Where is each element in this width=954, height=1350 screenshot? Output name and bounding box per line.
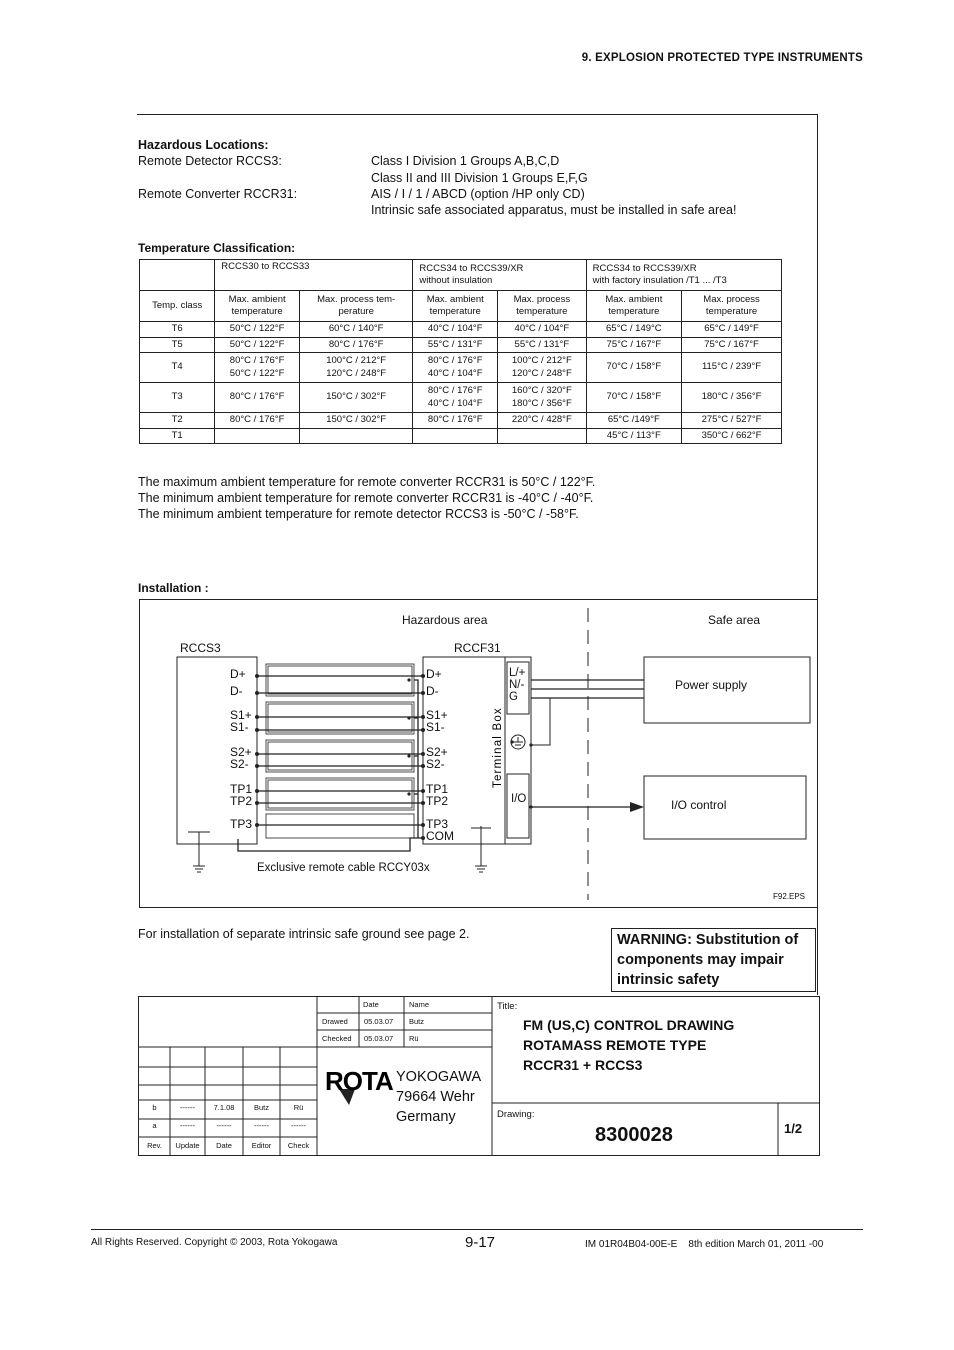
drawing-number: 8300028 (595, 1124, 673, 1146)
footer-doc-id: IM 01R04B04-00E-E 8th edition March 01, 2011 -00 (585, 1239, 824, 1250)
power-line (531, 698, 550, 745)
power-terminal-labels: L/+ N/- G (509, 667, 526, 703)
table-cell: 60°C / 140°F (299, 322, 412, 338)
cable-shield (266, 664, 414, 696)
io-control-label: I/O control (671, 798, 727, 812)
cable-shield (268, 666, 412, 694)
wire (238, 838, 423, 851)
revision-header: Date (216, 1141, 232, 1150)
rccf31-terminal: S2- (426, 757, 445, 771)
rccs3-terminal: S1- (230, 720, 249, 734)
rccs3-terminal: S2+ (230, 745, 252, 759)
rccs3-terminal: S1+ (230, 708, 252, 722)
table-cell: 150°C / 302°F (299, 413, 412, 429)
table-row (140, 322, 782, 338)
name-header: Name (409, 1000, 430, 1009)
revision-cell: b (152, 1103, 157, 1112)
temperature-title: Temperature Classification: (138, 241, 296, 255)
file-label: F92.EPS (773, 892, 806, 901)
terminal-node (421, 801, 425, 805)
rccr31-note: Intrinsic safe associated apparatus, must be installed in safe area! (371, 203, 737, 217)
table-cell: 220°C / 428°F (498, 413, 587, 429)
terminal-node (255, 728, 259, 732)
installation-title: Installation : (138, 581, 209, 595)
column-header: Max. process temperature (682, 291, 782, 322)
checked-name: Rü (409, 1034, 419, 1043)
rccs3-terminal: TP2 (230, 794, 253, 808)
cable-label: Exclusive remote cable RCCY03x (257, 862, 430, 874)
io-arrow-icon (630, 802, 644, 812)
footer-rule (91, 1229, 863, 1230)
rccr31-label: Remote Converter RCCR31: (138, 187, 298, 201)
revision-cell: ------ (180, 1103, 195, 1112)
table-cell: 80°C / 176°F 40°C / 104°F (413, 383, 498, 413)
table-cell: 350°C / 662°F (682, 428, 782, 444)
drawn-label: Drawed (322, 1017, 348, 1026)
ground-note: For installation of separate intrinsic safe ground see page 2. (138, 927, 470, 941)
table-cell: 100°C / 212°F 120°C / 248°F (299, 353, 412, 383)
terminal-node (421, 715, 425, 719)
table-cell: 160°C / 320°F 180°C / 356°F (498, 383, 587, 413)
date-header: Date (363, 1000, 379, 1009)
terminal-node (421, 691, 425, 695)
table-cell (413, 428, 498, 444)
rccs3-label: Remote Detector RCCS3: (138, 154, 282, 168)
table-row (140, 413, 782, 429)
table-cell: 55°C / 131°F (413, 337, 498, 353)
cable-shield (266, 778, 414, 810)
company-country: Germany (396, 1109, 456, 1125)
title-block (138, 996, 820, 1156)
terminal-node (407, 792, 410, 795)
terminal-node (255, 789, 259, 793)
terminal-node (255, 715, 259, 719)
rccf31-terminal: D+ (426, 667, 442, 681)
rccs3-terminal: TP1 (230, 782, 253, 796)
revision-header: Editor (251, 1141, 272, 1150)
terminal-node (407, 678, 410, 681)
revision-header: Check (287, 1141, 310, 1150)
table-row (140, 337, 782, 353)
column-header: Max. process temperature (498, 291, 587, 322)
column-header: Temp. class (140, 291, 215, 322)
terminal-node (407, 716, 410, 719)
table-cell: 50°C / 122°F (215, 337, 300, 353)
table-cell: 80°C / 176°F (299, 337, 412, 353)
table-cell: T3 (140, 383, 215, 413)
terminal-node (421, 764, 425, 768)
page-number: 9-17 (465, 1234, 496, 1251)
rccs3-class1: Class I Division 1 Groups A,B,C,D (371, 154, 560, 168)
table-cell: T6 (140, 322, 215, 338)
revision-header: Update (175, 1141, 200, 1150)
rccf31-terminal: D- (426, 684, 439, 698)
revision-cell: 7.1.08 (213, 1103, 235, 1112)
table-cell: 70°C / 158°F (586, 383, 681, 413)
cable-shield (268, 780, 412, 808)
note-min-ambient-detector: The minimum ambient temperature for remote detector RCCS3 is -50°C / -58°F. (138, 507, 579, 521)
table-cell: 75°C / 167°F (682, 337, 782, 353)
rccs3-terminal: S2- (230, 757, 249, 771)
section-header: 9. EXPLOSION PROTECTED TYPE INSTRUMENTS (581, 52, 863, 64)
power-supply-label: Power supply (675, 678, 748, 692)
group-header: RCCS34 to RCCS39/XR with factory insulation /T1 ... /T3 (586, 260, 781, 291)
company-block (396, 1067, 481, 1127)
terminal-node (255, 764, 259, 768)
table-row (140, 353, 782, 383)
table-row (140, 428, 782, 444)
warning-box: WARNING: Substitution of components may impair intrinsic safety (611, 928, 816, 992)
table-cell: 100°C / 212°F 120°C / 248°F (498, 353, 587, 383)
checked-label: Checked (322, 1034, 352, 1043)
note-min-ambient-converter: The minimum ambient temperature for remote converter RCCR31 is -40°C / -40°F. (138, 491, 594, 505)
rccf31-title: RCCF31 (454, 641, 501, 655)
table-cell: 115°C / 239°F (682, 353, 782, 383)
hazardous-area-label: Hazardous area (402, 613, 488, 627)
revision-cell: ------ (180, 1121, 195, 1130)
drawing-label: Drawing: (497, 1109, 535, 1120)
table-cell: 80°C / 176°F (215, 413, 300, 429)
drawn-name: Butz (409, 1017, 425, 1026)
rccf31-terminal: S2+ (426, 745, 448, 759)
company-name: YOKOGAWA (396, 1069, 482, 1085)
table-cell: 80°C / 176°F 40°C / 104°F (413, 353, 498, 383)
rccs3-title: RCCS3 (180, 641, 221, 655)
rccs3-terminal: TP3 (230, 817, 253, 831)
table-cell: T5 (140, 337, 215, 353)
company-address: 79664 Wehr (396, 1089, 475, 1105)
terminal-node (421, 836, 425, 840)
revision-header: Rev. (147, 1141, 162, 1150)
table-cell: 55°C / 131°F (498, 337, 587, 353)
terminal-node (255, 674, 259, 678)
drawing-title: FM (US,C) CONTROL DRAWING ROTAMASS REMOTE TYPE RCCR31 + RCCS3 (523, 1017, 735, 1073)
rccs3-terminal: D- (230, 684, 243, 698)
table-cell: 70°C / 158°F (586, 353, 681, 383)
title-label: Title: (497, 1001, 518, 1012)
io-terminal-block (507, 774, 529, 838)
rccf31-terminal: S1- (426, 720, 445, 734)
terminal-node (255, 752, 259, 756)
cable-shield (268, 704, 412, 732)
column-header: Max. process tem- perature (299, 291, 412, 322)
terminal-node (255, 801, 259, 805)
terminal-node (421, 674, 425, 678)
table-cell: 40°C / 104°F (413, 322, 498, 338)
rccf31-terminal: TP3 (426, 817, 449, 831)
table-cell: 65°C /149°F (586, 413, 681, 429)
table-cell: 65°C / 149°F (682, 322, 782, 338)
rccs3-terminal: D+ (230, 667, 246, 681)
table-cell: T4 (140, 353, 215, 383)
rota-logo (325, 1066, 394, 1107)
sheet-number: 1/2 (784, 1121, 803, 1136)
table-cell: 180°C / 356°F (682, 383, 782, 413)
table-cell: 150°C / 302°F (299, 383, 412, 413)
io-terminal-label: I/O (511, 793, 527, 805)
table-cell (215, 428, 300, 444)
terminal-node (421, 752, 425, 756)
table-cell (299, 428, 412, 444)
terminal-node (255, 823, 259, 827)
footer-copyright: All Rights Reserved. Copyright © 2003, Rota Yokogawa (91, 1237, 338, 1248)
terminal-node (421, 823, 425, 827)
table-cell: 75°C / 167°F (586, 337, 681, 353)
table-row (140, 383, 782, 413)
rccf31-terminal: S1+ (426, 708, 448, 722)
table-cell (498, 428, 587, 444)
cable-shield (266, 740, 414, 772)
column-header: Max. ambient temperature (586, 291, 681, 322)
column-header: Max. ambient temperature (215, 291, 300, 322)
revision-cell: a (152, 1121, 157, 1130)
revision-cell: ------ (291, 1121, 306, 1130)
table-cell: 50°C / 122°F (215, 322, 300, 338)
rccf31-terminal: COM (426, 829, 454, 843)
revision-cell: ------ (254, 1121, 269, 1130)
note-max-ambient: The maximum ambient temperature for remote converter RCCR31 is 50°C / 122°F. (138, 475, 596, 489)
safe-area-label: Safe area (708, 613, 761, 627)
terminal-node (421, 789, 425, 793)
group-header: RCCS30 to RCCS33 (215, 260, 413, 291)
temperature-table (139, 259, 782, 444)
shield-drain (414, 680, 418, 838)
column-header: Max. ambient temperature (413, 291, 498, 322)
revision-cell: Butz (253, 1103, 269, 1112)
installation-diagram (139, 599, 818, 908)
table-cell: 40°C / 104°F (498, 322, 587, 338)
terminal-node (407, 754, 410, 757)
table-cell: 80°C / 176°F (215, 383, 300, 413)
rccr31-ais: AIS / I / 1 / ABCD (option /HP only CD) (371, 187, 585, 201)
cable-shield (266, 814, 414, 838)
hazardous-title: Hazardous Locations: (138, 138, 269, 152)
revision-cell: ------ (216, 1121, 232, 1130)
checked-date: 05.03.07 (364, 1034, 394, 1043)
table-cell: 80°C / 176°F 50°C / 122°F (215, 353, 300, 383)
table-cell: 65°C / 149°C (586, 322, 681, 338)
group-header: RCCS34 to RCCS39/XR without insulation (413, 260, 586, 291)
drawn-date: 05.03.07 (364, 1017, 394, 1026)
terminal-node (255, 691, 259, 695)
table-cell: T2 (140, 413, 215, 429)
terminal-box-label: Terminal Box (492, 707, 504, 788)
rccf31-terminal: TP2 (426, 794, 449, 808)
revision-cell: Rü (293, 1103, 304, 1112)
terminal-node (421, 728, 425, 732)
table-cell: 80°C / 176°F (413, 413, 498, 429)
cable-shield (266, 702, 414, 734)
table-cell: T1 (140, 428, 215, 444)
rccs3-class2: Class II and III Division 1 Groups E,F,G (371, 171, 588, 185)
rota-logo-text: ROTA (325, 1066, 393, 1096)
table-cell: 275°C / 527°F (682, 413, 782, 429)
rccf31-terminal: TP1 (426, 782, 449, 796)
table-cell: 45°C / 113°F (586, 428, 681, 444)
